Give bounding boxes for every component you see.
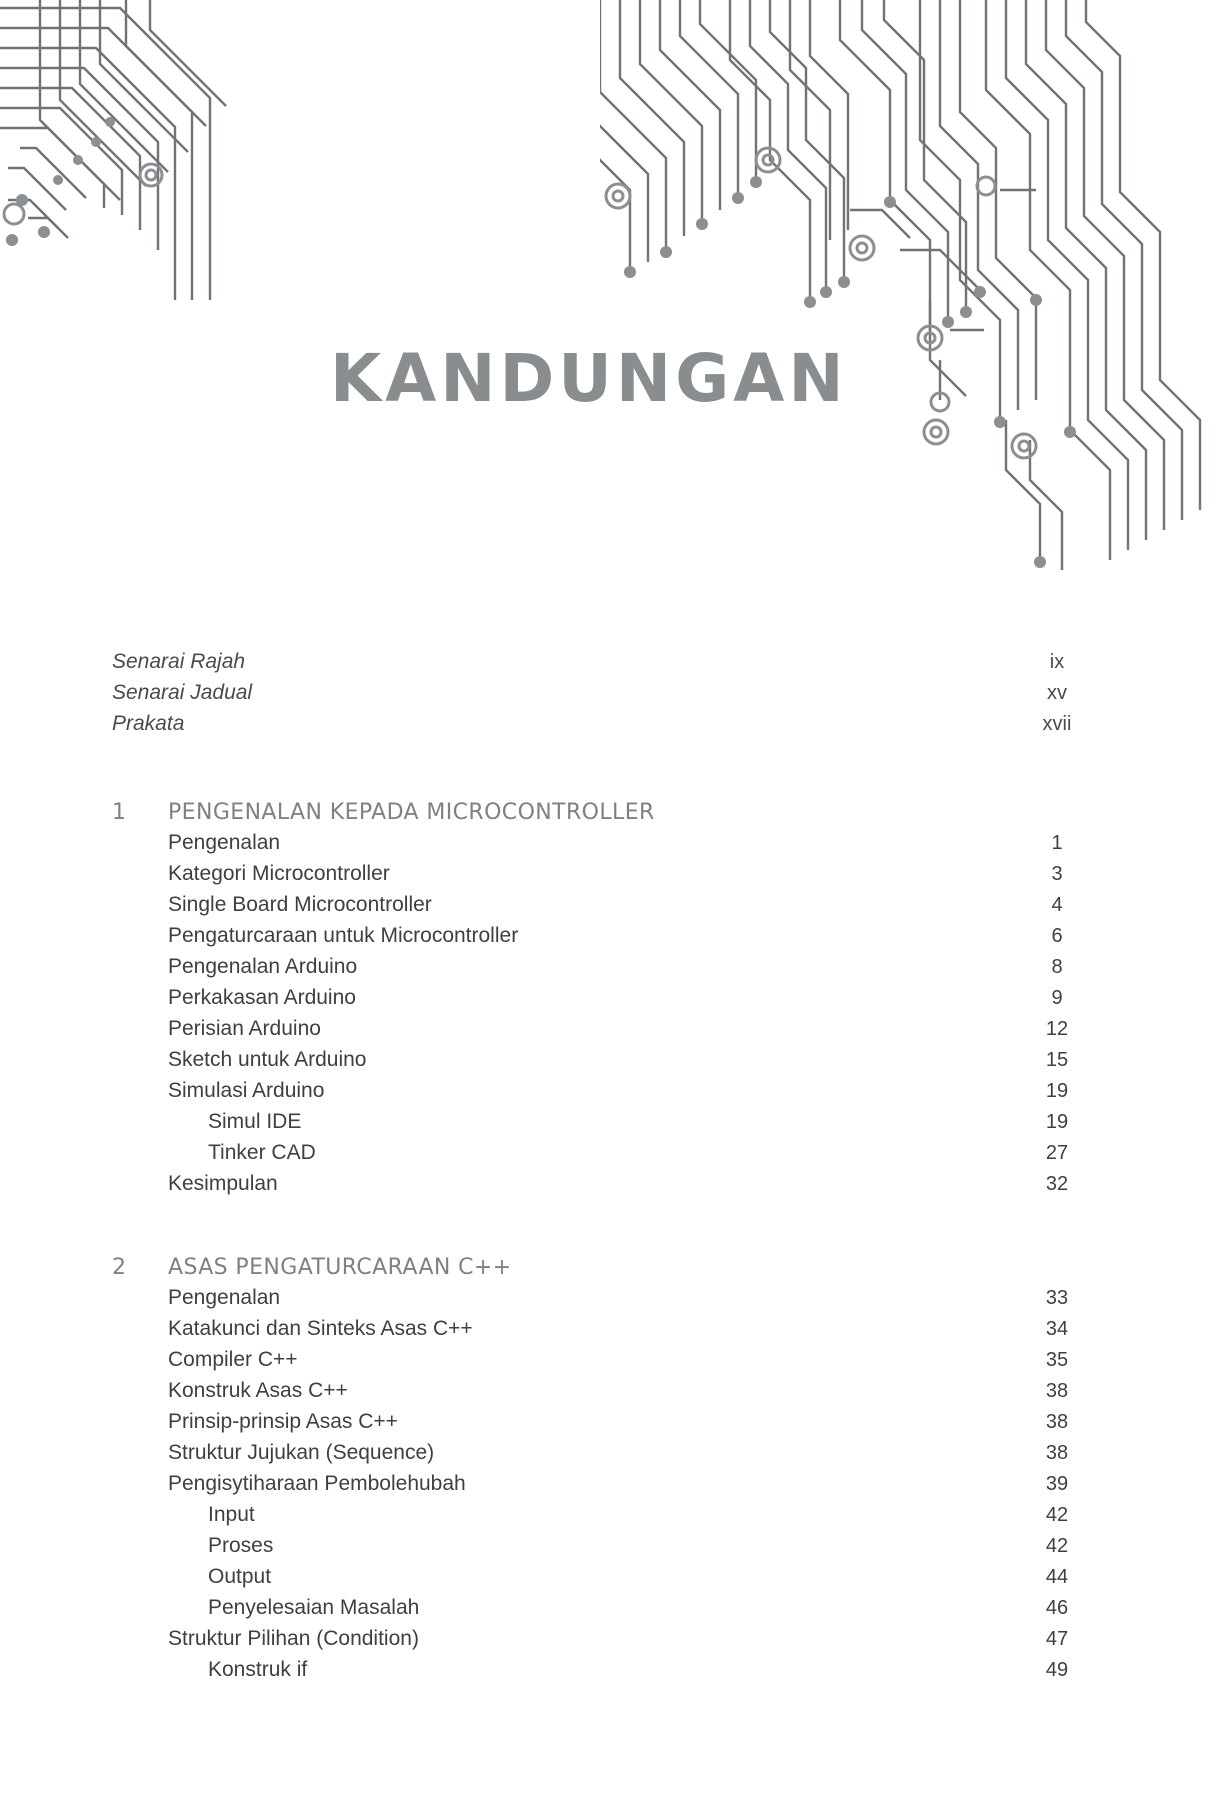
frontmatter-page: xvii xyxy=(1042,713,1072,735)
toc-entry-label: Simulasi Arduino xyxy=(168,1079,325,1102)
toc-entry-label: Input xyxy=(208,1503,255,1526)
toc-entry-page: 47 xyxy=(1045,1628,1069,1650)
toc-entry-page: 42 xyxy=(1045,1535,1069,1557)
frontmatter-label: Senarai Rajah xyxy=(112,650,246,673)
toc-entry[interactable] xyxy=(112,1286,1092,1317)
toc-entry-page: 35 xyxy=(1045,1349,1069,1371)
toc-entry[interactable] xyxy=(112,1048,1092,1079)
table-of-contents xyxy=(112,800,1092,1741)
toc-entry-page: 34 xyxy=(1045,1318,1069,1340)
toc-entry-page: 4 xyxy=(1051,894,1063,916)
toc-entry-label: Simul IDE xyxy=(208,1110,302,1133)
toc-entry-label: Perkakasan Arduino xyxy=(168,986,356,1009)
toc-entry-page: 3 xyxy=(1051,863,1063,885)
toc-entry[interactable] xyxy=(112,1317,1092,1348)
chapter-number: 1 xyxy=(112,800,126,825)
toc-entry-label: Sketch untuk Arduino xyxy=(168,1048,367,1071)
toc-entry-label: Tinker CAD xyxy=(208,1141,316,1164)
chapter-title: PENGENALAN KEPADA MICROCONTROLLER xyxy=(168,800,655,825)
toc-entry[interactable] xyxy=(112,862,1092,893)
toc-entry[interactable] xyxy=(112,893,1092,924)
toc-entry[interactable] xyxy=(112,831,1092,862)
toc-entry[interactable] xyxy=(112,1596,1092,1627)
toc-entry-label: Proses xyxy=(208,1534,274,1557)
toc-entry-page: 39 xyxy=(1045,1473,1069,1495)
toc-entry-page: 8 xyxy=(1051,956,1063,978)
toc-entry-label: Pengenalan xyxy=(168,1286,281,1309)
toc-entry-label: Compiler C++ xyxy=(168,1348,298,1371)
toc-entry-page: 42 xyxy=(1045,1504,1069,1526)
toc-entry-label: Kategori Microcontroller xyxy=(168,862,390,885)
toc-entry[interactable] xyxy=(112,1627,1092,1658)
toc-entry-label: Katakunci dan Sinteks Asas C++ xyxy=(168,1317,473,1340)
frontmatter-label: Senarai Jadual xyxy=(112,681,253,704)
toc-entry-label: Pengisytiharaan Pembolehubah xyxy=(168,1472,466,1495)
toc-entry-label: Prinsip-prinsip Asas C++ xyxy=(168,1410,398,1433)
toc-entry-label: Pengenalan xyxy=(168,831,281,854)
toc-entry-page: 27 xyxy=(1045,1142,1069,1164)
toc-entry-label: Perisian Arduino xyxy=(168,1017,321,1040)
list-item[interactable] xyxy=(112,681,1092,712)
toc-entry-page: 19 xyxy=(1045,1111,1069,1133)
toc-entry[interactable] xyxy=(112,1410,1092,1441)
toc-entry[interactable] xyxy=(112,986,1092,1017)
toc-entry-page: 32 xyxy=(1045,1173,1069,1195)
chapter-heading[interactable] xyxy=(112,800,1092,825)
frontmatter-label: Prakata xyxy=(112,712,185,735)
toc-entry-page: 46 xyxy=(1045,1597,1069,1619)
toc-entry[interactable] xyxy=(112,1079,1092,1110)
toc-entry-label: Struktur Pilihan (Condition) xyxy=(168,1627,419,1650)
toc-entry-page: 38 xyxy=(1045,1380,1069,1402)
chapter-section xyxy=(112,800,1092,1203)
toc-entry-page: 38 xyxy=(1045,1442,1069,1464)
toc-entry-label: Penyelesaian Masalah xyxy=(208,1596,420,1619)
toc-entry[interactable] xyxy=(112,1017,1092,1048)
toc-entry-label: Konstruk Asas C++ xyxy=(168,1379,348,1402)
toc-entry-page: 15 xyxy=(1045,1049,1069,1071)
toc-entry[interactable] xyxy=(112,1534,1092,1565)
toc-entry-page: 19 xyxy=(1045,1080,1069,1102)
toc-entry[interactable] xyxy=(112,1565,1092,1596)
list-item[interactable] xyxy=(112,712,1092,743)
page-title: KANDUNGAN xyxy=(330,340,848,417)
toc-entry[interactable] xyxy=(112,1379,1092,1410)
chapter-heading[interactable] xyxy=(112,1255,1092,1280)
toc-entry-label: Output xyxy=(208,1565,272,1588)
toc-entry-label: Struktur Jujukan (Sequence) xyxy=(168,1441,435,1464)
toc-entry[interactable] xyxy=(112,1503,1092,1534)
toc-entry[interactable] xyxy=(112,1441,1092,1472)
toc-entry[interactable] xyxy=(112,1472,1092,1503)
toc-entry-page: 9 xyxy=(1051,987,1063,1009)
toc-entry-page: 44 xyxy=(1045,1566,1069,1588)
toc-entry-page: 33 xyxy=(1045,1287,1069,1309)
toc-entry-page: 6 xyxy=(1051,925,1063,947)
toc-entry-label: Single Board Microcontroller xyxy=(168,893,432,916)
toc-entry[interactable] xyxy=(112,1141,1092,1172)
toc-entry-label: Kesimpulan xyxy=(168,1172,278,1195)
toc-entry[interactable] xyxy=(112,924,1092,955)
toc-entry-label: Pengaturcaraan untuk Microcontroller xyxy=(168,924,519,947)
toc-entry[interactable] xyxy=(112,1172,1092,1203)
toc-entry[interactable] xyxy=(112,955,1092,986)
toc-entry-page: 38 xyxy=(1045,1411,1069,1433)
chapter-number: 2 xyxy=(112,1255,126,1280)
toc-entry[interactable] xyxy=(112,1348,1092,1379)
frontmatter-page: ix xyxy=(1049,651,1065,673)
toc-entry[interactable] xyxy=(112,1658,1092,1689)
toc-entry-page: 49 xyxy=(1045,1659,1069,1681)
chapter-section xyxy=(112,1255,1092,1689)
toc-entry-page: 12 xyxy=(1045,1018,1069,1040)
frontmatter-list xyxy=(112,650,1092,743)
list-item[interactable] xyxy=(112,650,1092,681)
toc-entry-label: Pengenalan Arduino xyxy=(168,955,358,978)
toc-entry-page: 1 xyxy=(1051,832,1063,854)
toc-entry[interactable] xyxy=(112,1110,1092,1141)
chapter-title: ASAS PENGATURCARAAN C++ xyxy=(168,1255,512,1280)
toc-entry-label: Konstruk if xyxy=(208,1658,308,1681)
frontmatter-page: xv xyxy=(1047,682,1067,704)
